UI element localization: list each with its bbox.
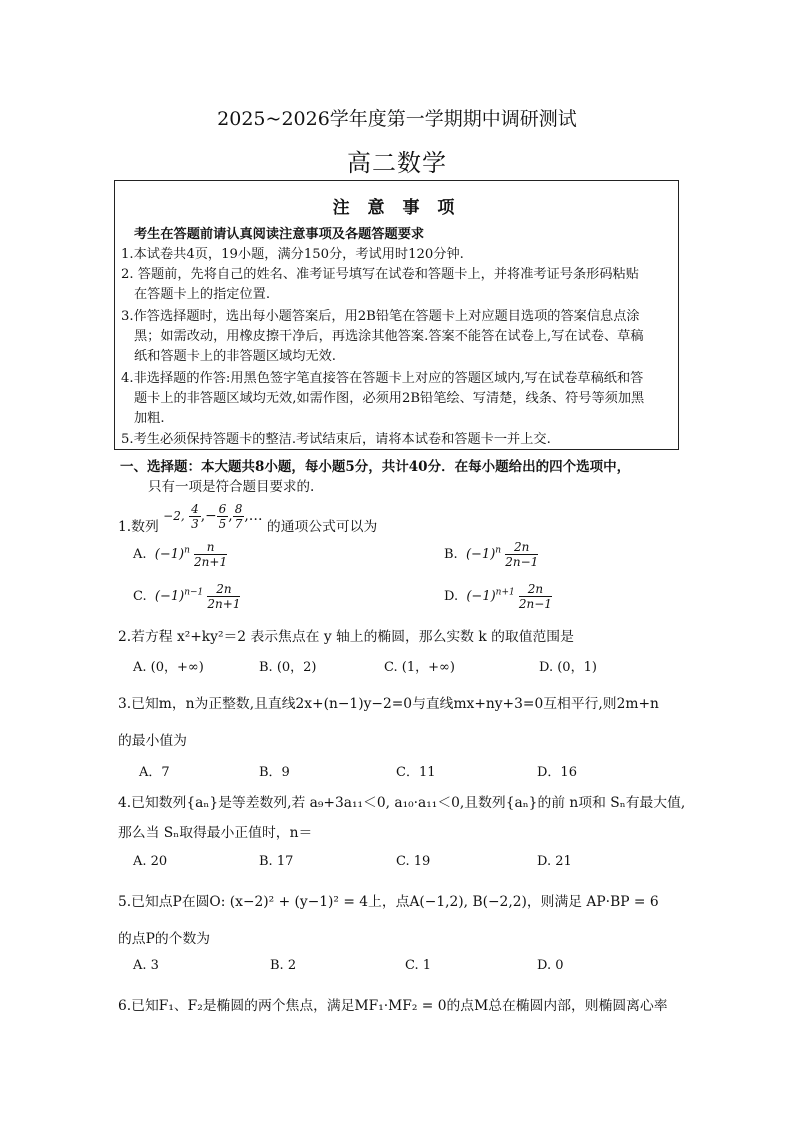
exam-title: 2025~2026学年度第一学期期中调研测试 (217, 108, 577, 130)
section-heading-b: 四个选项中 (549, 459, 617, 475)
q1-seq-term: $\frac{6}{5}$ (218, 501, 227, 531)
q5-option-b[interactable]: B. 2 (270, 958, 297, 973)
notice-line: 5.考生必须保持答题卡的整洁.考试结束后，请将本试卷和答题卡一并上交. (121, 432, 551, 447)
notice-line: 3.作答选择题时，选出每小题答案后，用2B铅笔在答题卡上对应题目选项的答案信息点涂 (121, 309, 640, 324)
question-5-line2: 的点P的个数为 (118, 931, 211, 947)
q3-option-b[interactable]: B．9 (259, 765, 290, 780)
notice-heading: 注 意 事 项 (332, 198, 461, 218)
notice-line: 黑；如需改动，用橡皮擦干净后，再选涂其他答案.答案不能答在试卷上,写在试卷、草稿 (134, 329, 644, 344)
q1-seq-tail: ,… (244, 508, 263, 524)
q4-option-c[interactable]: C. 19 (396, 854, 431, 869)
notice-line: 在答题卡上的指定位置. (134, 287, 271, 302)
q5-option-a[interactable]: A. 3 (133, 958, 159, 973)
question-4-line2: 那么当 Sₙ取得最小正值时，n＝ (118, 825, 313, 841)
q3-option-a[interactable]: A．7 (139, 765, 170, 780)
notice-line: 加粗. (134, 411, 165, 426)
q3-option-c[interactable]: C．11 (396, 765, 436, 780)
question-3-line1: 3.已知m，n为正整数,且直线2x+(n−1)y−2=0与直线mx+ny+3=0互相平行,则2m+n (118, 696, 659, 712)
question-6-line1: 6.已知F₁、F₂是椭圆的两个焦点，满足MF₁·MF₂ = 0的点M总在椭圆内部，则椭圆离心率 (118, 998, 668, 1014)
notice-box (114, 180, 679, 450)
question-2: 2.若方程 x²+ky²＝2 表示焦点在 y 轴上的椭圆，那么实数 k 的取值范围是 (118, 629, 574, 645)
q1-option-a[interactable]: A. $(-1)^n$ $\frac{n}{2n+1}$ (133, 540, 228, 569)
q4-option-b[interactable]: B. 17 (259, 854, 294, 869)
q1-suffix: 的通项公式可以为 (266, 519, 378, 535)
q1-option-b[interactable]: B. $(-1)^n$ $\frac{2n}{2n-1}$ (444, 540, 539, 569)
section-heading-c: ， (616, 459, 631, 475)
q2-option-d[interactable]: D. (0，1) (539, 660, 597, 675)
q4-option-a[interactable]: A. 20 (133, 854, 168, 869)
notice-line: 题卡上的非答题区域均无效,如需作图，必须用2B铅笔绘、写清楚，线条、符号等须加黑 (134, 391, 645, 406)
notice-intro: 考生在答题前请认真阅读注意事项及各题答题要求 (134, 227, 425, 242)
question-1: 1.数列 −2, $\frac{4}{3}$ ,− $\frac{6}{5}$ , $\frac{8}{7}$ ,… 的通项公式可以为 (118, 501, 378, 535)
q1-seq-term: $\frac{4}{3}$ (191, 501, 199, 531)
q1-seq-term: $\frac{8}{7}$ (234, 501, 243, 531)
notice-line: 2. 答题前，先将自己的姓名、准考证号填写在试卷和答题卡上，并将准考证号条形码粘贴 (121, 267, 639, 282)
q4-option-d[interactable]: D. 21 (537, 854, 572, 869)
q1-seq-lead: −2, (163, 509, 185, 523)
question-3-line2: 的最小值为 (118, 733, 187, 749)
q2-option-b[interactable]: B. (0，2) (259, 660, 317, 675)
q2-option-a[interactable]: A. (0，+∞) (133, 660, 204, 675)
q5-option-d[interactable]: D. 0 (537, 958, 564, 973)
section-subheading: 只有一项是符合题目要求的. (148, 479, 315, 495)
q2-option-c[interactable]: C. (1，+∞) (384, 660, 455, 675)
q5-option-c[interactable]: C. 1 (405, 958, 432, 973)
section-heading (120, 455, 630, 475)
notice-line: 纸和答题卡上的非答题区域均无效. (134, 349, 337, 364)
notice-line: 4.非选择题的作答:用黑色签字笔直接答在答题卡上对应的答题区域内,写在试卷草稿纸和答 (121, 371, 644, 386)
question-4-line1: 4.已知数列{aₙ}是等差数列,若 a₉+3a₁₁＜0, a₁₀·a₁₁＜0,且数列{aₙ}的前 n项和 Sₙ有最大值, (118, 795, 686, 811)
exam-subject: 高二数学 (347, 149, 447, 177)
q1-option-c[interactable]: C. $(-1)^{n-1}$ $\frac{2n}{2n+1}$ (133, 582, 241, 611)
notice-line: 1.本试卷共4页，19小题，满分150分，考试用时120分钟. (121, 247, 464, 262)
question-5-line1: 5.已知点P在圆O: (x−2)² + (y−1)² = 4上，点A(−1,2), B(−2,2)，则满足 AP·BP = 6 (118, 894, 659, 910)
section-heading-a: 一、选择题：本大题共8小题，每小题5分，共计40分．在每小题给出的 (120, 459, 550, 475)
q1-prefix: 1.数列 (118, 519, 159, 535)
q1-option-d[interactable]: D. $(-1)^{n+1}$ $\frac{2n}{2n-1}$ (444, 582, 552, 611)
q3-option-d[interactable]: D．16 (537, 765, 577, 780)
